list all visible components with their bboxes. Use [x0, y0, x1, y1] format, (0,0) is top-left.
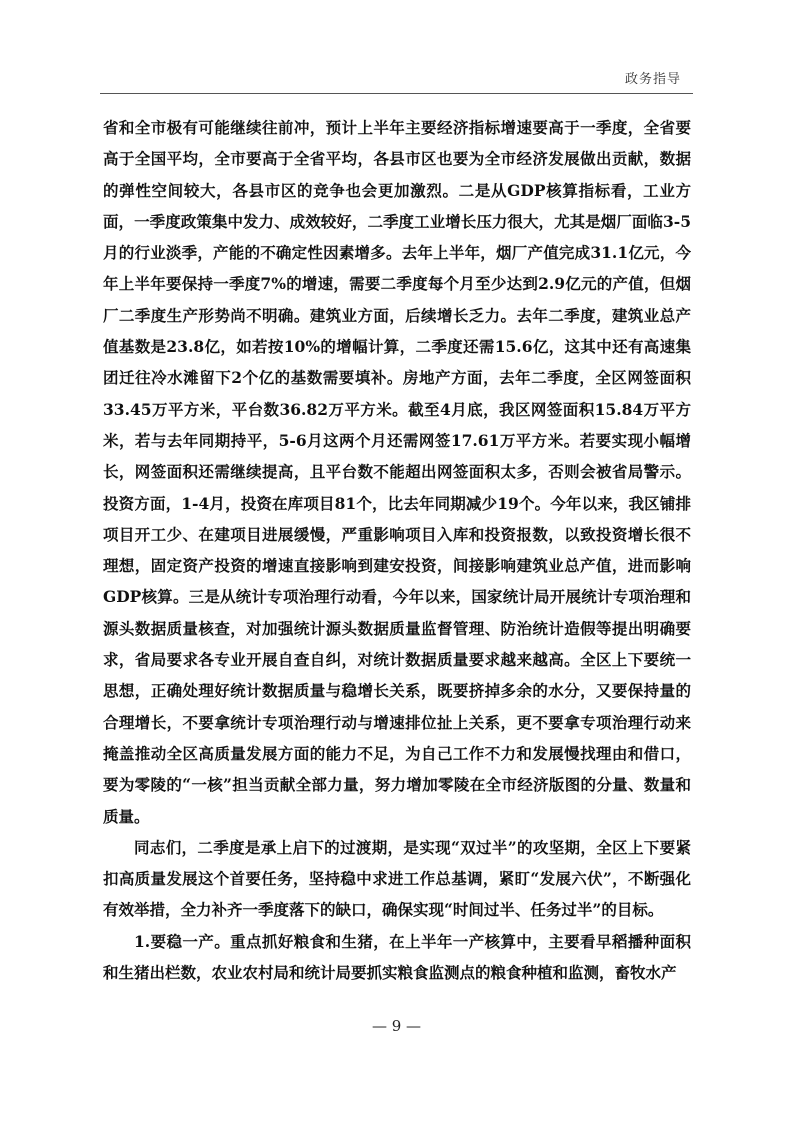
paragraph: 省和全市极有可能继续往前冲，预计上半年主要经济指标增速要高于一季度，全省要高于全国平均，全市要高于全省平均，各县市区也要为全市经济发展做出贡献，数据的弹性空间较大，各县市区的竞争也会更加激烈。二是从GDP核算指标看，工业方面，一季度政策集中发力、成效较好，二季度工业增长压力很大，尤其是烟厂面临3-5月的行业淡季，产能的不确定性因素增多。去年上半年，烟厂产值完成31.1亿元，今年上半年要保持一季度7%的增速，需要二季度每个月至少达到2.9亿元的产值，但烟厂二季度生产形势尚不明确。建筑业方面，后续增长乏力。去年二季度，建筑业总产值基数是23.8亿，如若按10%的增幅计算，二季度还需15.6亿，这其中还有高速集团迁往冷水滩留下2个亿的基数需要填补。房地产方面，去年二季度，全区网签面积33.45万平方米，平台数36.82万平方米。截至4月底，我区网签面积15.84万平方米，若与去年同期持平，5-6月这两个月还需网签17.61万平方米。若要实现小幅增长，网签面积还需继续提高，且平台数不能超出网签面积太多，否则会被省局警示。投资方面，1-4月，投资在库项目81个，比去年同期减少19个。今年以来，我区铺排项目开工少、在建项目进展缓慢，严重影响项目入库和投资报数，以致投资增长很不理想，固定资产投资的增速直接影响到建安投资，间接影响建筑业总产值，进而影响GDP核算。三是从统计专项治理行动看，今年以来，国家统计局开展统计专项治理和源头数据质量核查，对加强统计源头数据质量监督管理、防治统计造假等提出明确要求，省局要求各专业开展自查自纠，对统计数据质量要求越来越高。全区上下要统一思想，正确处理好统计数据质量与稳增长关系，既要挤掉多余的水分，又要保持量的合理增长，不要拿统计专项治理行动与增速排位扯上关系，更不要拿专项治理行动来掩盖推动全区高质量发展方面的能力不足，为自己工作不力和发展慢找理由和借口，要为零陵的“一核”担当贡献全部力量，努力增加零陵在全市经济版图的分量、数量和质量。 [103, 118, 691, 826]
paragraph: 同志们，二季度是承上启下的过渡期，是实现“双过半”的攻坚期，全区上下要紧扣高质量发展这个首要任务，坚持稳中求进工作总基调，紧盯“发展六伏”，不断强化有效举措，全力补齐一季度落下的缺口，确保实现“时间过半、任务过半”的目标。 [103, 837, 691, 920]
page-number: — 9 — [371, 1017, 422, 1035]
header-section-label: 政务指导 [624, 72, 681, 87]
body-text [103, 112, 691, 988]
paragraph: 1.要稳一产。重点抓好粮食和生猪，在上半年一产核算中，主要看早稻播种面积和生猪出栏数，农业农村局和统计局要抓实粮食监测点的粮食种植和监测，畜牧水产 [103, 931, 691, 983]
header-divider [100, 93, 693, 94]
